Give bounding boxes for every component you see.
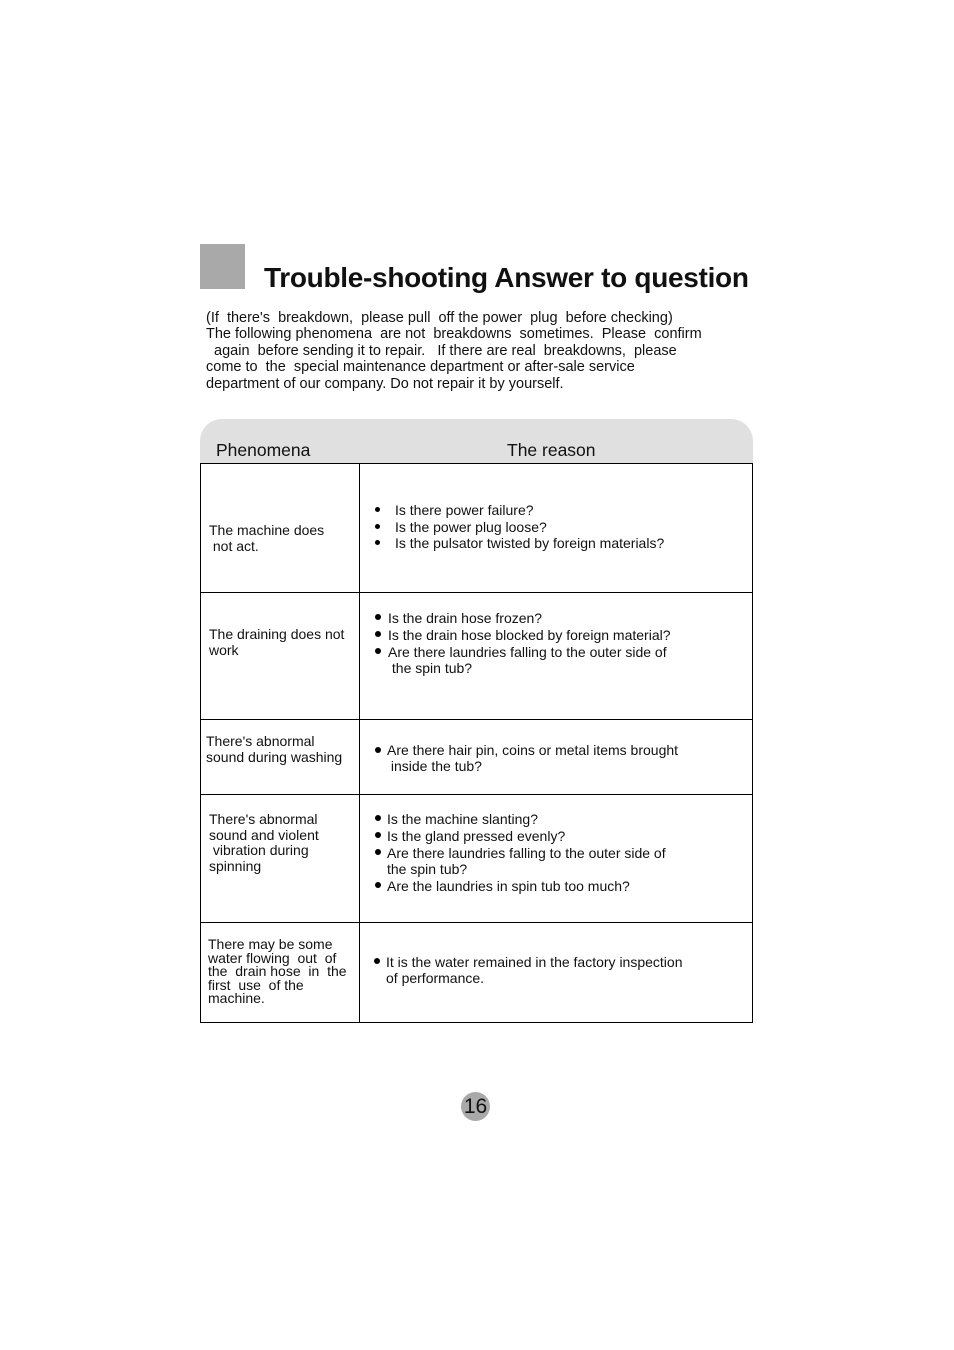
bullet-icon bbox=[375, 832, 381, 838]
intro-paragraph bbox=[206, 310, 766, 392]
reason-text: Is the gland pressed evenly? bbox=[387, 827, 566, 844]
phenomena-line: machine. bbox=[208, 990, 265, 1006]
phenomena-line: There's abnormal bbox=[209, 811, 318, 827]
bullet-icon bbox=[375, 507, 380, 512]
bullet-icon bbox=[375, 882, 381, 888]
phenomena-line: the drain hose in the bbox=[208, 963, 347, 979]
phenomena-line: work bbox=[209, 641, 239, 658]
phenomena-cell bbox=[209, 812, 319, 874]
bullet-icon bbox=[375, 648, 381, 654]
table-header bbox=[200, 419, 753, 464]
reason-text: Is the power plug loose? bbox=[395, 518, 547, 535]
phenomena-line: There's abnormal bbox=[206, 733, 315, 749]
intro-line: again before sending it to repair. If there are real breakdowns, please bbox=[206, 342, 677, 359]
reason-text: Are there laundries falling to the outer side of bbox=[388, 643, 667, 660]
phenomena-cell bbox=[209, 523, 324, 554]
reason-text: Are there laundries falling to the outer side of bbox=[387, 844, 666, 861]
bullet-icon bbox=[375, 614, 381, 620]
row-divider bbox=[201, 592, 752, 593]
header-reason: The reason bbox=[507, 440, 596, 460]
reason-text: Are there hair pin, coins or metal items brought bbox=[387, 742, 679, 758]
intro-line: The following phenomena are not breakdowns sometimes. Please confirm bbox=[206, 326, 702, 343]
reason-text: the spin tub? bbox=[388, 660, 473, 677]
reason-text: Are the laundries in spin tub too much? bbox=[387, 878, 630, 895]
header-phenomena: Phenomena bbox=[216, 440, 311, 460]
phenomena-cell bbox=[206, 734, 342, 765]
bullet-icon bbox=[375, 747, 381, 753]
intro-line: (If there's breakdown, please pull off the power plug before checking) bbox=[206, 310, 673, 326]
reason-text: of performance. bbox=[386, 970, 485, 986]
bullet-icon bbox=[375, 849, 381, 855]
intro-line: department of our company. Do not repair it by yourself. bbox=[206, 375, 564, 392]
phenomena-line: water flowing out of bbox=[208, 949, 337, 966]
phenomena-line: There may be some bbox=[208, 936, 333, 952]
row-divider bbox=[201, 719, 752, 720]
reason-text: inside the tub? bbox=[387, 757, 482, 774]
trouble-table bbox=[200, 463, 753, 1023]
bullet-icon bbox=[375, 540, 380, 545]
page-number: 16 bbox=[461, 1092, 490, 1121]
bullet-icon bbox=[374, 958, 380, 964]
phenomena-line: vibration during bbox=[209, 842, 309, 858]
section-marker bbox=[200, 244, 245, 289]
reason-text: Is the drain hose blocked by foreign material? bbox=[388, 626, 671, 643]
phenomena-line: The machine does bbox=[209, 522, 325, 538]
intro-line: come to the special maintenance department or after-sale service bbox=[206, 359, 635, 376]
row-divider bbox=[201, 794, 752, 795]
phenomena-line: first use of the bbox=[208, 976, 304, 993]
bullet-icon bbox=[375, 631, 381, 637]
phenomena-cell bbox=[209, 627, 344, 658]
reason-text: Is there power failure? bbox=[395, 502, 534, 518]
column-divider bbox=[359, 464, 360, 1022]
reason-text: the spin tub? bbox=[387, 861, 468, 878]
row-divider bbox=[201, 922, 752, 923]
bullet-icon bbox=[375, 524, 380, 529]
phenomena-line: sound during washing bbox=[206, 748, 343, 765]
page-title: Trouble-shooting Answer to question bbox=[264, 262, 749, 293]
reason-text: Is the machine slanting? bbox=[387, 811, 538, 827]
phenomena-line: sound and violent bbox=[209, 826, 319, 843]
phenomena-line: The draining does not bbox=[209, 626, 345, 642]
reason-text: Is the drain hose frozen? bbox=[388, 610, 543, 626]
phenomena-line: not act. bbox=[209, 537, 259, 554]
reason-text: It is the water remained in the factory inspection bbox=[386, 954, 683, 970]
reason-text: Is the pulsator twisted by foreign materials? bbox=[395, 535, 665, 552]
phenomena-line: spinning bbox=[209, 857, 262, 874]
phenomena-cell bbox=[208, 938, 347, 1006]
bullet-icon bbox=[375, 815, 381, 821]
